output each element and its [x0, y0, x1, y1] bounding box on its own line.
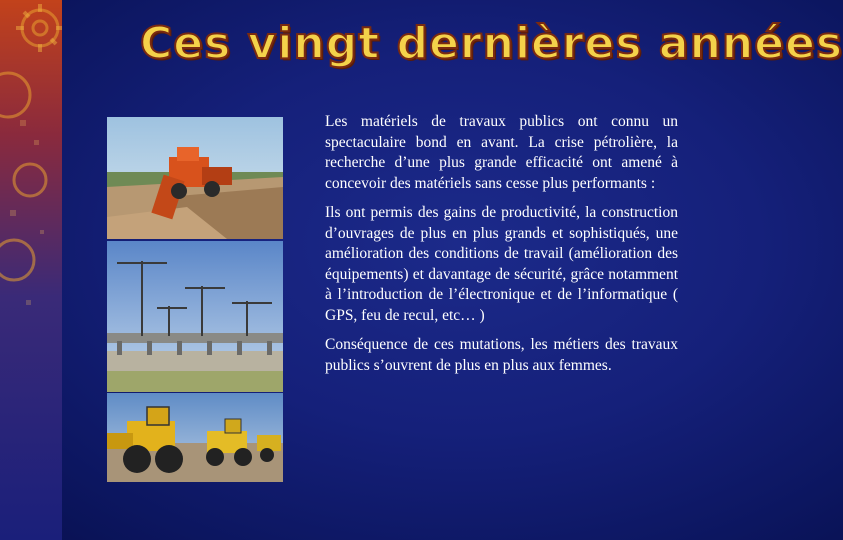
decorative-left-band	[0, 0, 62, 540]
paragraph-productivity: Ils ont permis des gains de productivité, la construction d’ouvrages de plus en plus grands et sophistiqués, une amélioration des conditions de travail (amélioration des équipements) et davantage de sécurité, grâce notamment à l’introduction de l’électronique et de l’informatique ( GPS, feu de recul, etc… )	[325, 204, 678, 324]
loaders-photo	[107, 393, 283, 482]
slide-title: Ces vingt dernières années	[140, 18, 843, 69]
cranes-bridge-photo	[107, 241, 283, 392]
paragraph-women: Conséquence de ces mutations, les métiers des travaux publics s’ouvrent de plus en plus aux femmes.	[325, 336, 678, 374]
paragraph-equipment: Les matériels de travaux publics ont connu un spectaculaire bond en avant. La crise pétrolière, la recherche d’une plus grande efficacité ont amené à concevoir des matériels sans cesse plus performants :	[325, 113, 678, 192]
trencher-photo	[107, 117, 283, 239]
body-text	[325, 112, 678, 385]
gear-pattern-icon	[0, 0, 62, 540]
